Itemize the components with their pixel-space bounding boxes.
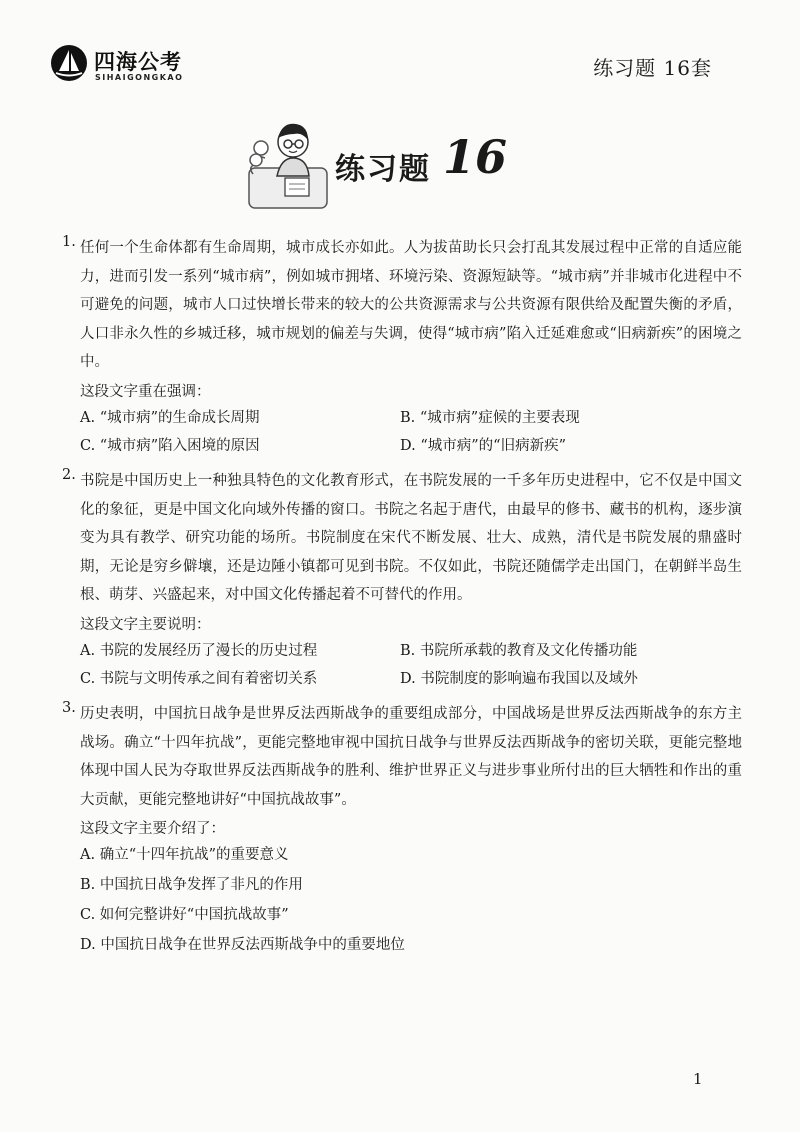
question-number: 1. [62, 234, 76, 250]
brand-logo [50, 44, 190, 88]
question-body: 任何一个生命体都有生命周期，城市成长亦如此。人为拔苗助长只会打乱其发展过程中正常的自适应能力，进而引发一系列“城市病”，例如城市拥堵、环境污染、资源短缺等。“城市病”并非城市化进程中不可避免的问题，城市人口过快增长带来的较大的公共资源需求与公共资源有限供给及配置失衡的矛盾，人口非永久性的乡城迁移，城市规划的偏差与失调，使得“城市病”陷入迁延难愈或“旧病新疾”的困境之中。 [80, 240, 742, 370]
sailboat-logo-icon [50, 44, 88, 82]
title-number: 16 [443, 130, 508, 184]
teacher-mascot-icon [245, 118, 331, 214]
option-a: A. “城市病”的生命成长周期 [80, 409, 260, 426]
question-body: 历史表明，中国抗日战争是世界反法西斯战争的重要组成部分，中国战场是世界反法西斯战争的东方主战场。确立“十四年抗战”，更能完整地审视中国抗日战争与世界反法西斯战争的密切关联，更能完整地体现中国人民为夺取世界反法西斯战争的胜利、维护世界正义与进步事业所付出的巨大牺牲和作出的重大贡献，更能完整地讲好“中国抗战故事”。 [80, 706, 742, 808]
question-number: 2. [62, 467, 76, 483]
option-b: B. 书院所承载的教育及文化传播功能 [400, 642, 638, 659]
question-prompt: 这段文字主要说明： [80, 616, 211, 633]
question-2 [62, 467, 742, 691]
question-3 [62, 700, 742, 957]
option-d: D. 书院制度的影响遍布我国以及域外 [400, 670, 638, 687]
option-c: C. 如何完整讲好“中国抗战故事” [80, 907, 289, 923]
question-body: 书院是中国历史上一种独具特色的文化教育形式，在书院发展的一千多年历史进程中，它不仅是中国文化的象征，更是中国文化向域外传播的窗口。书院之名起于唐代，由最早的修书、藏书的机构，逐步演变为具有教学、研究功能的场所。书院制度在宋代不断发展、壮大、成熟，清代是书院发展的鼎盛时期，无论是穷乡僻壤，还是边陲小镇都可见到书院。不仅如此，书院还随儒学走出国门，在朝鲜半岛生根、萌芽、兴盛起来，对中国文化传播起着不可替代的作用。 [80, 473, 742, 603]
question-prompt: 这段文字主要介绍了： [80, 821, 225, 837]
brand-name: 四海公考 [94, 50, 182, 74]
question-1 [62, 234, 742, 458]
options [80, 406, 742, 458]
option-d: D. “城市病”的“旧病新疾” [400, 437, 566, 454]
brand-subtitle: SIHAIGONGKAO [95, 73, 184, 82]
exercise-title [245, 118, 525, 218]
option-d: D. 中国抗日战争在世界反法西斯战争中的重要地位 [80, 937, 405, 953]
option-a: A. 书院的发展经历了漫长的历史过程 [80, 642, 318, 659]
option-b: B. 中国抗日战争发挥了非凡的作用 [80, 877, 303, 893]
option-c: C. 书院与文明传承之间有着密切关系 [80, 670, 318, 687]
option-c: C. “城市病”陷入困境的原因 [80, 437, 260, 454]
option-b: B. “城市病”症候的主要表现 [400, 409, 580, 426]
title-text: 练习题 [335, 152, 431, 187]
page-number: 1 [693, 1070, 703, 1088]
set-label: 练习题 16套 [593, 56, 712, 80]
question-number: 3. [62, 700, 76, 716]
options [80, 843, 742, 957]
option-a: A. 确立“十四年抗战”的重要意义 [80, 847, 289, 863]
question-prompt: 这段文字重在强调： [80, 383, 211, 400]
options [80, 639, 742, 691]
